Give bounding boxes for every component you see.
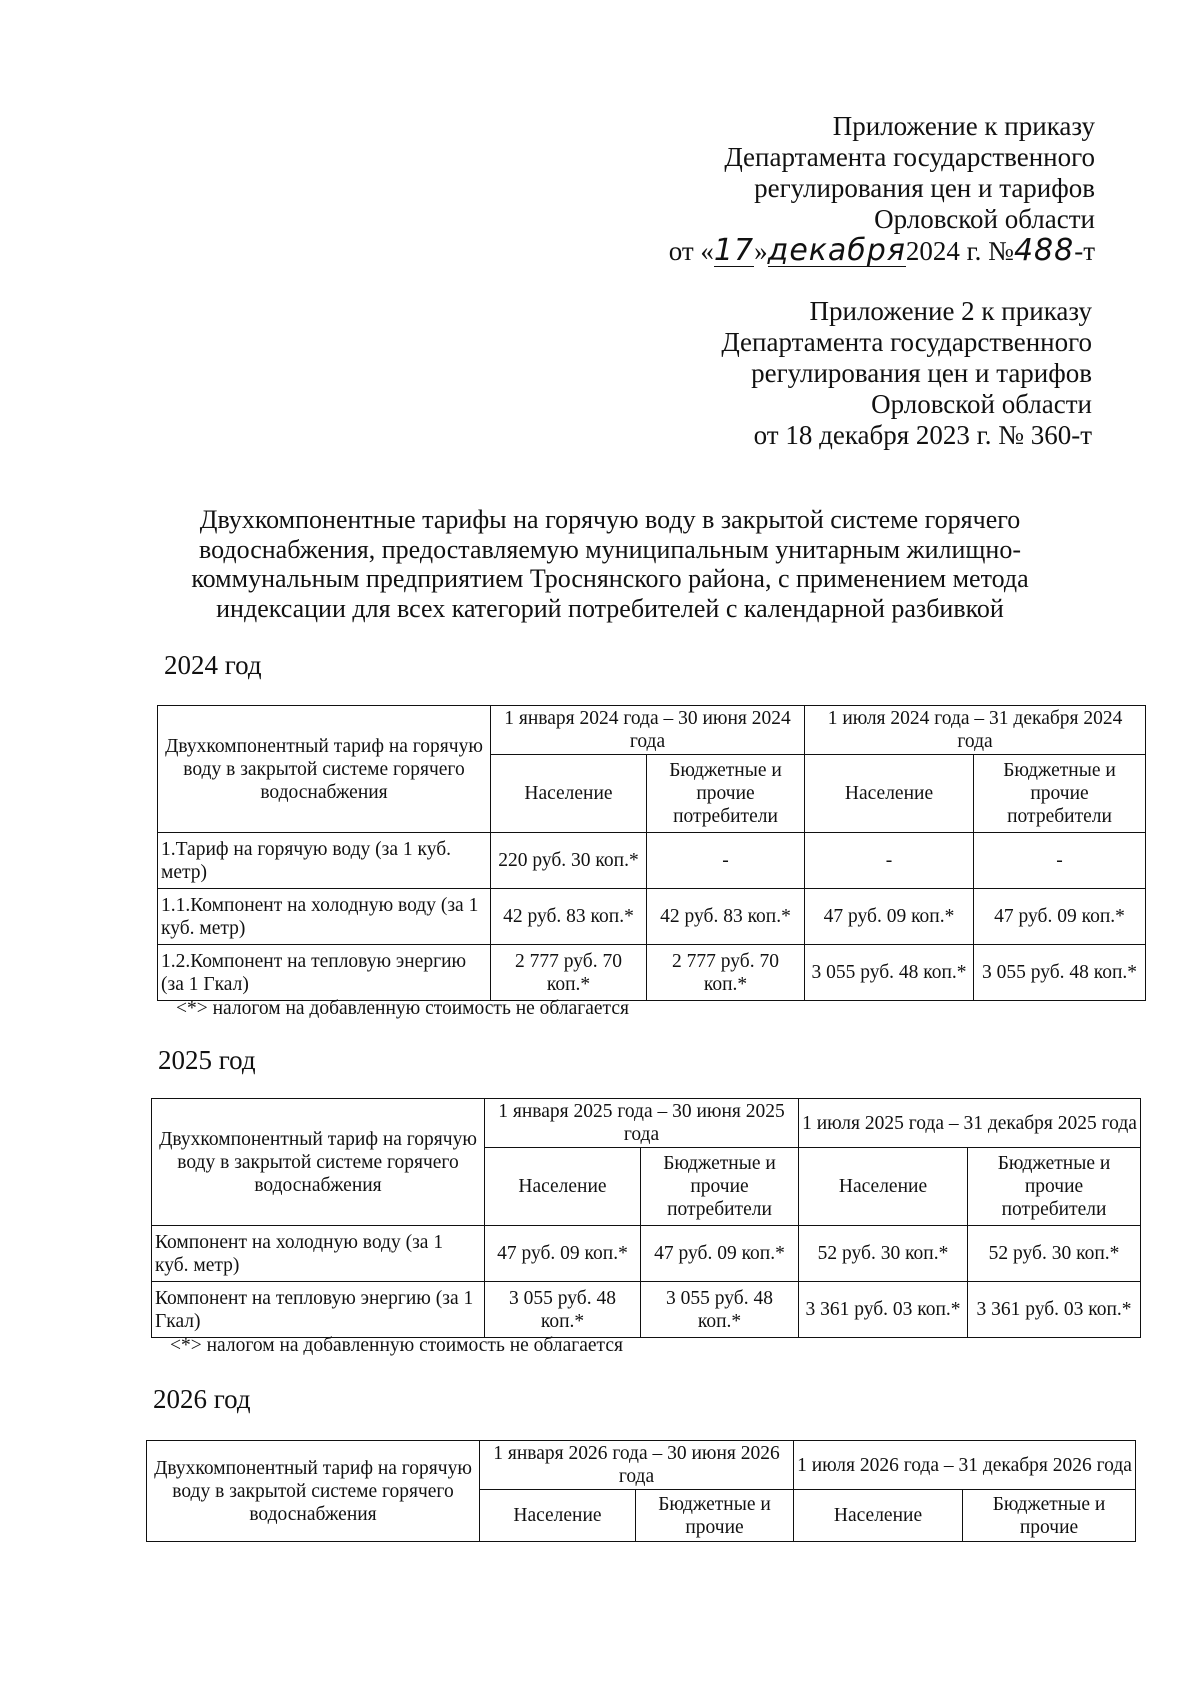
row-label: 1.Тариф на горячую воду (за 1 куб. метр) [158,833,491,889]
tariff-table-2026 [146,1440,1136,1542]
tariff-cell: 42 руб. 83 коп.* [491,889,647,945]
column-header-budget: Бюджетные и прочие потребители [974,755,1146,833]
tariff-table-2025 [151,1098,1141,1338]
tariff-cell: 47 руб. 09 коп.* [805,889,974,945]
title-line: водоснабжения, предоставляемую муниципальным унитарным жилищно- [199,534,1021,564]
column-header-population: Население [805,755,974,833]
row-label: Компонент на тепловую энергию (за 1 Гкал) [152,1282,485,1338]
handwritten-number: 488 [1013,233,1075,268]
appendix-line: Департамента государственного [721,327,1092,357]
appendix-line: от 18 декабря 2023 г. № 360-т [753,420,1092,450]
appendix-header-original [721,296,1092,451]
tariff-cell: 2 777 руб. 70 коп.* [491,945,647,1001]
period-header: 1 января 2025 года – 30 июня 2025 года [485,1099,799,1148]
period-header: 1 июля 2026 года – 31 декабря 2026 года [794,1441,1136,1490]
appendix-line: Орловской области [871,389,1092,419]
row-label: 1.1.Компонент на холодную воду (за 1 куб. метр) [158,889,491,945]
date-prefix: от « [668,236,714,266]
tariff-cell: 3 361 руб. 03 коп.* [968,1282,1141,1338]
table-row [152,1226,1141,1282]
period-header: 1 января 2026 года – 30 июня 2026 года [480,1441,794,1490]
title-line: индексации для всех категорий потребителей с календарной разбивкой [216,593,1004,623]
document-title [150,505,1070,623]
tariff-cell: 47 руб. 09 коп.* [641,1226,799,1282]
tariff-cell: 3 055 руб. 48 коп.* [974,945,1146,1001]
appendix-header-current [669,111,1095,267]
tariff-cell: 42 руб. 83 коп.* [647,889,805,945]
appendix-date-line [669,235,1095,267]
appendix-line: Приложение к приказу [832,111,1095,141]
vat-footnote: <*> налогом на добавленную стоимость не облагается [170,1335,623,1356]
table-row [158,945,1146,1001]
year-heading-2026: 2026 год [153,1384,251,1414]
column-header-budget: Бюджетные и прочие потребители [647,755,805,833]
period-header: 1 июля 2025 года – 31 декабря 2025 года [799,1099,1141,1148]
table-corner-header: Двухкомпонентный тариф на горячую воду в закрытой системе горячего водоснабжения [158,706,491,833]
table-row [158,889,1146,945]
row-label: Компонент на холодную воду (за 1 куб. метр) [152,1226,485,1282]
table-corner-header: Двухкомпонентный тариф на горячую воду в закрытой системе горячего водоснабжения [147,1441,480,1542]
column-header-budget: Бюджетные и прочие потребители [968,1148,1141,1226]
column-header-population: Население [480,1490,636,1542]
tariff-cell: - [647,833,805,889]
title-line: Двухкомпонентные тарифы на горячую воду в закрытой системе горячего [199,505,1021,534]
column-header-population: Население [491,755,647,833]
table-corner-header: Двухкомпонентный тариф на горячую воду в закрытой системе горячего водоснабжения [152,1099,485,1226]
table-row [152,1282,1141,1338]
tariff-cell: 2 777 руб. 70 коп.* [647,945,805,1001]
tariff-cell: 52 руб. 30 коп.* [799,1226,968,1282]
period-header: 1 июля 2024 года – 31 декабря 2024 года [805,706,1146,755]
handwritten-month: декабря [767,233,906,268]
tariff-cell: 52 руб. 30 коп.* [968,1226,1141,1282]
appendix-line: Орловской области [874,204,1095,234]
column-header-population: Население [799,1148,968,1226]
appendix-line: Приложение 2 к приказу [809,296,1092,326]
tariff-cell: 3 361 руб. 03 коп.* [799,1282,968,1338]
tariff-cell: 220 руб. 30 коп.* [491,833,647,889]
tariff-table-2024 [157,705,1146,1001]
column-header-population: Население [485,1148,641,1226]
year-heading-2024: 2024 год [164,650,262,680]
vat-footnote: <*> налогом на добавленную стоимость не облагается [176,998,629,1019]
tariff-cell: 3 055 руб. 48 коп.* [641,1282,799,1338]
column-header-budget: Бюджетные и прочие потребители [641,1148,799,1226]
column-header-population: Население [794,1490,963,1542]
year-heading-2025: 2025 год [158,1045,256,1075]
column-header-budget: Бюджетные и прочие [636,1490,794,1542]
tariff-cell: 47 руб. 09 коп.* [485,1226,641,1282]
tariff-cell: - [974,833,1146,889]
row-label: 1.2.Компонент на тепловую энергию (за 1 Гкал) [158,945,491,1001]
column-header-budget: Бюджетные и прочие [963,1490,1136,1542]
appendix-line: регулирования цен и тарифов [751,358,1092,388]
tariff-cell: 3 055 руб. 48 коп.* [485,1282,641,1338]
date-year: 2024 г. № [905,236,1014,266]
period-header: 1 января 2024 года – 30 июня 2024 года [491,706,805,755]
table-row [158,833,1146,889]
appendix-line: Департамента государственного [724,142,1095,172]
date-mid: » [754,236,768,266]
tariff-cell: - [805,833,974,889]
number-suffix: -т [1074,236,1095,266]
tariff-cell: 3 055 руб. 48 коп.* [805,945,974,1001]
tariff-cell: 47 руб. 09 коп.* [974,889,1146,945]
title-line: коммунальным предприятием Троснянского района, с применением метода [191,564,1029,593]
appendix-line: регулирования цен и тарифов [754,173,1095,203]
handwritten-day: 17 [713,233,755,268]
